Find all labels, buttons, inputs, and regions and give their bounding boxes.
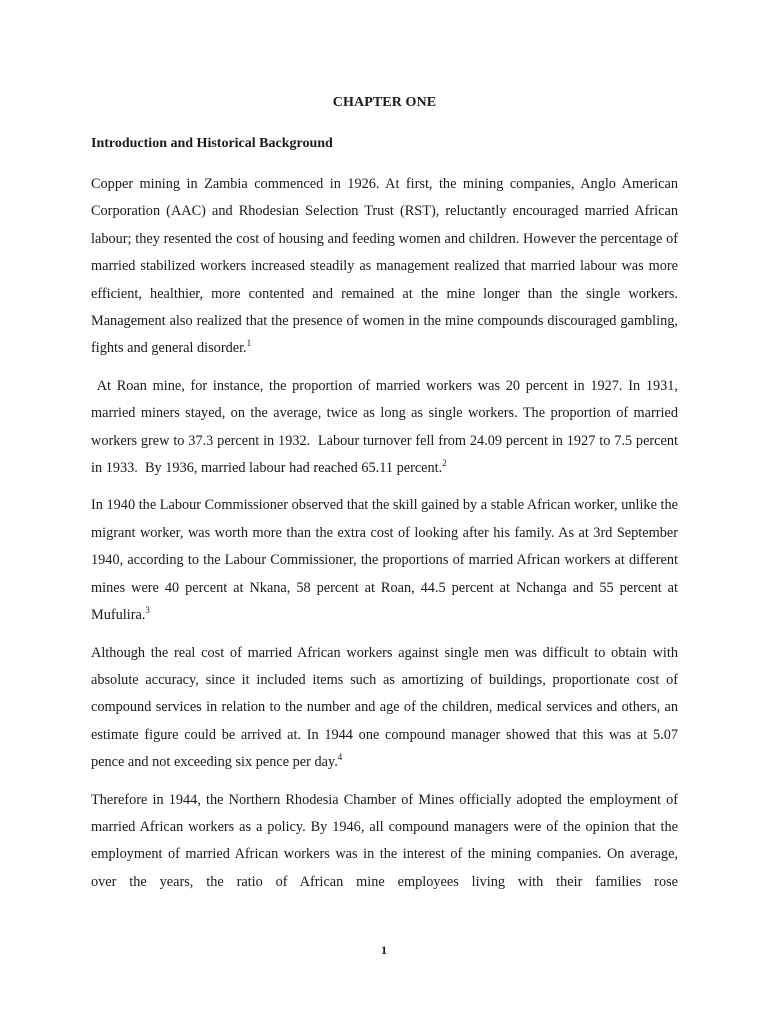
page-number: 1 [381, 943, 387, 957]
footnote-ref[interactable]: 4 [337, 752, 343, 763]
footnote-ref[interactable]: 3 [145, 605, 150, 616]
paragraph-text: Although the real cost of married African workers against single men was difficult to obtain with absolute accuracy, since it included items such as amortizing of buildings, proportionate cost of compound services in relation to the number and age of the children, medical services and others, an estimate figure could be arrived at. In 1944 one compound manager showed that this was at 5.07 pence and not exceeding six pence per day. [91, 644, 678, 771]
paragraph-text: At Roan mine, for instance, the proportion of married workers was 20 percent in 1927. In 1931, married miners stayed, on the average, twice as long as single workers. The proportion of married workers grew to 37.3 percent in 1932. Labour turnover fell from 24.09 percent in 1927 to 7.5 percent in 1933. By 1936, married labour had reached 65.11 percent. [91, 377, 682, 477]
footnote-ref[interactable]: 1 [246, 338, 252, 349]
paragraph-2 [91, 373, 682, 483]
paragraph-4 [91, 640, 678, 777]
paragraph-1 [91, 171, 678, 363]
paragraph-3 [91, 492, 678, 629]
paragraph-5 [91, 787, 678, 897]
paragraph-text: Copper mining in Zambia commenced in 1926. At first, the mining companies, Anglo American Corporation (AAC) and Rhodesian Selection Trust (RST), reluctantly encouraged married African labour; they resented the cost of housing and feeding women and children. However the percentage of married stabilized workers increased steadily as management realized that married labour was more efficient, healthier, more contented and remained at the mine longer than the single workers. Management also realized that the presence of women in the mine compounds discouraged gambling, fights and general disorder. [91, 176, 678, 357]
paragraph-text: Therefore in 1944, the Northern Rhodesia Chamber of Mines officially adopted the employment of married African workers as a policy. By 1946, all compound managers were of the opinion that the employment of married African workers was in the interest of the mining companies. On average, over the years, the ratio of African mine employees living with their families rose [91, 791, 678, 890]
paragraph-text: In 1940 the Labour Commissioner observed that the skill gained by a stable African worker, unlike the migrant worker, was worth more than the extra cost of looking after his family. As at 3rd September 1940, according to the Labour Commissioner, the proportions of married African workers at different mines were 40 percent at Nkana, 58 percent at Roan, 44.5 percent at Nchanga and 55 percent at Mufulira. [91, 497, 678, 624]
page-body [91, 93, 682, 896]
section-heading: Introduction and Historical Background [91, 136, 333, 151]
chapter-title: CHAPTER ONE [332, 95, 437, 110]
footnote-ref[interactable]: 2 [442, 458, 447, 469]
